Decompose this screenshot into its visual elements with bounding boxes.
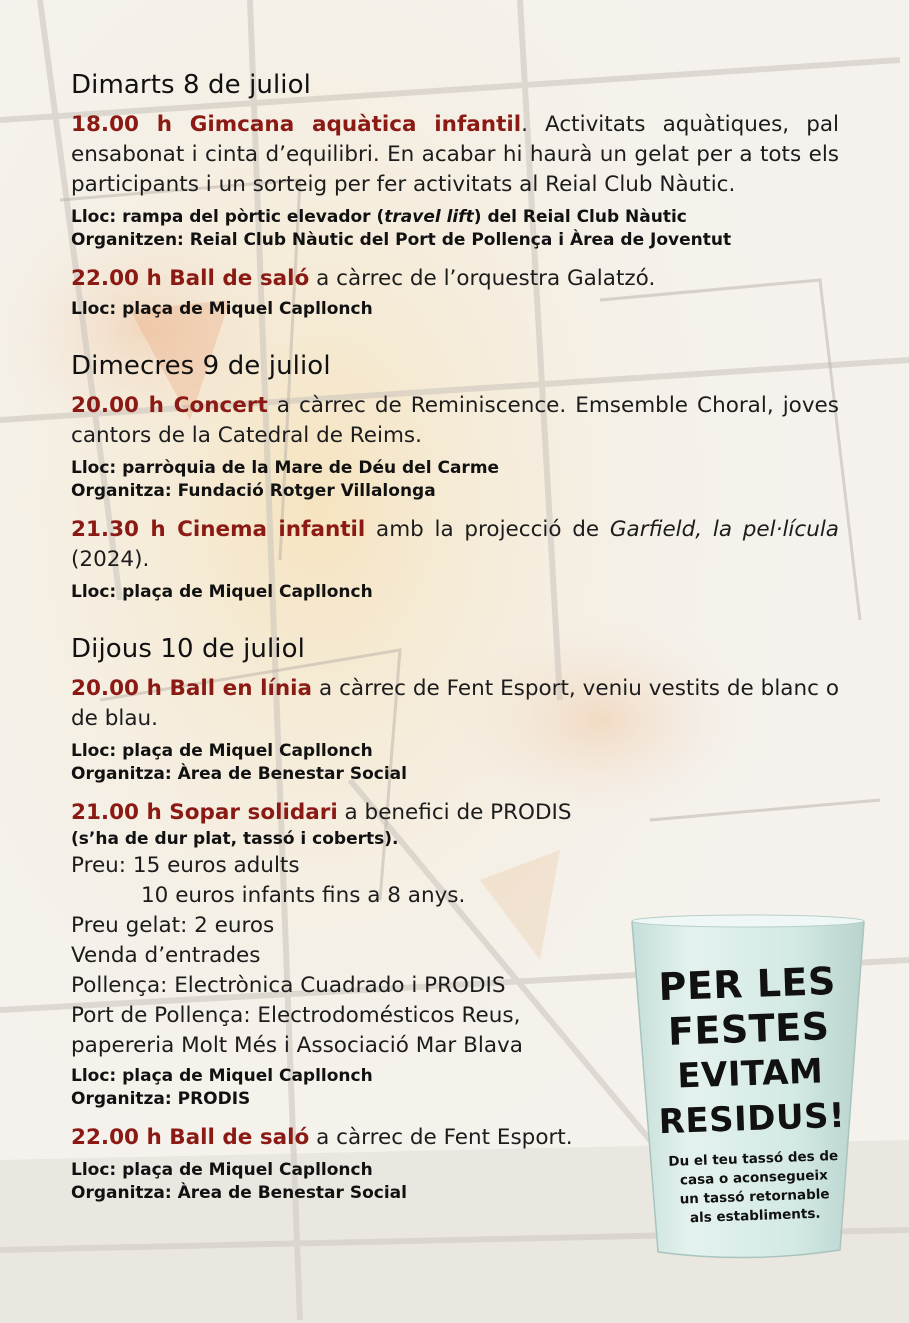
event-description	[71, 515, 839, 575]
event-time-title: 20.00 h Concert	[71, 393, 268, 418]
ticket-sales-line: Port de Pollença: Electrodomésticos Reus,	[71, 1003, 521, 1028]
ticket-sales-line: Pollença: Electrònica Cuadrado i PRODIS	[71, 973, 506, 998]
event-text: amb la projecció de	[365, 517, 610, 542]
event-text: a càrrec de l’orquestra Galatzó.	[309, 266, 656, 291]
event-text: a càrrec de Fent Esport.	[309, 1125, 573, 1150]
event-location: Lloc: plaça de Miquel Capllonch	[71, 582, 373, 602]
price-children: 10 euros infants fins a 8 anys.	[141, 883, 466, 908]
event-organizer: Organitzen: Reial Club Nàutic del Port de Pollença i Àrea de Joventut	[71, 230, 732, 250]
event-text: a càrrec de Fent Esport, veniu vestits de blanc o de blau.	[71, 676, 840, 731]
ticket-sales-title: Venda d’entrades	[71, 943, 261, 968]
cup-message	[641, 958, 860, 1229]
cup-subtext-line: als establiments.	[689, 1205, 821, 1227]
cup-subtext-line: un tassó retornable	[679, 1186, 830, 1208]
event-organizer: Organitza: PRODIS	[71, 1089, 251, 1109]
event-text: . Activitats aquàtiques, pal ensabonat i cinta d’equilibri. En acabar hi haurà un gelat per a tots els participants i un sorteig per fer activitats al Reial Club Nàutic.	[71, 112, 839, 197]
event-text: a càrrec de Reminiscence. Emsemble Choral, joves cantors de la Catedral de Reims.	[71, 393, 839, 448]
event-location	[71, 206, 839, 229]
cup-subtext-line: casa o aconsegueix	[679, 1167, 829, 1189]
day-title: Dijous 10 de juliol	[71, 634, 305, 664]
event-location: Lloc: plaça de Miquel Capllonch	[71, 299, 373, 319]
event-description	[71, 798, 839, 828]
event-text-end: (2024).	[71, 547, 150, 572]
event-location: Lloc: parròquia de la Mare de Déu del Carme	[71, 458, 500, 478]
day-title: Dimarts 8 de juliol	[71, 70, 311, 100]
cup-subtext	[648, 1146, 861, 1229]
event-organizer: Organitza: Fundació Rotger Villalonga	[71, 481, 436, 501]
event-time-title: 22.00 h Ball de saló	[71, 266, 310, 291]
event-note: (s’ha de dur plat, tassó i coberts).	[71, 829, 399, 849]
event-description	[71, 264, 839, 294]
location-italic: travel lift	[384, 207, 474, 227]
event-time-title: 22.00 h Ball de saló	[71, 1125, 310, 1150]
event-time-title: 18.00 h Gimcana aquàtica infantil	[71, 112, 522, 137]
film-title: Garfield, la pel·lícula	[609, 517, 839, 542]
event-time-title: 20.00 h Ball en línia	[71, 676, 313, 701]
event-organizer: Organitza: Àrea de Benestar Social	[71, 764, 407, 784]
location-text: Lloc: rampa del pòrtic elevador (	[71, 207, 385, 227]
price-icecream: Preu gelat: 2 euros	[71, 913, 275, 938]
reusable-cup-graphic	[628, 912, 868, 1270]
event-description	[71, 391, 839, 451]
event-description	[71, 674, 839, 734]
event-time-title: 21.30 h Cinema infantil	[71, 517, 366, 542]
price-adults: Preu: 15 euros adults	[71, 853, 300, 878]
day-title: Dimecres 9 de juliol	[71, 351, 331, 381]
cup-headline-2: FESTES	[667, 1004, 831, 1054]
cup-headline-4: RESIDUS!	[658, 1095, 846, 1143]
cup-subtext-line: Du el teu tassó des de	[668, 1148, 839, 1170]
event-description	[71, 110, 839, 200]
event-organizer: Organitza: Àrea de Benestar Social	[71, 1183, 407, 1203]
location-text-end: ) del Reial Club Nàutic	[473, 207, 687, 227]
event-text: a benefici de PRODIS	[337, 800, 572, 825]
event-location: Lloc: plaça de Miquel Capllonch	[71, 1066, 373, 1086]
cup-headline-1: PER LES	[657, 958, 837, 1010]
event-time-title: 21.00 h Sopar solidari	[71, 800, 338, 825]
cup-headline-3: EVITAM	[676, 1051, 824, 1097]
ticket-sales-line: papereria Molt Més i Associació Mar Blava	[71, 1033, 523, 1058]
event-location: Lloc: plaça de Miquel Capllonch	[71, 741, 373, 761]
event-location: Lloc: plaça de Miquel Capllonch	[71, 1160, 373, 1180]
